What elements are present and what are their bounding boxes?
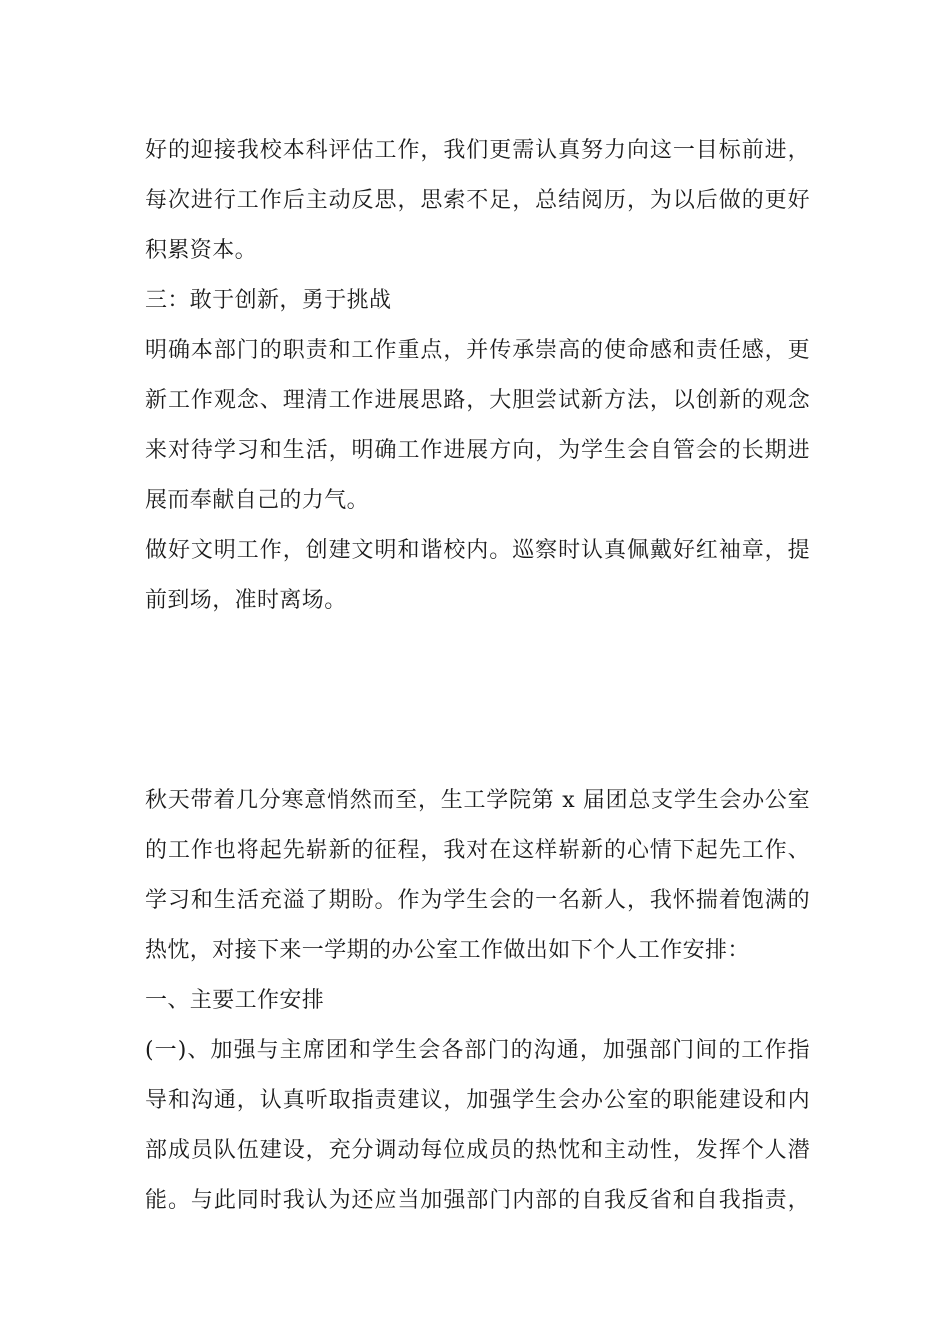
section-heading: 一、主要工作安排 <box>145 988 325 1013</box>
paragraph-line: 前到场，准时离场。 <box>145 588 347 613</box>
paragraph-line: 积累资本。 <box>145 238 258 263</box>
paragraph-line: 做好文明工作，创建文明和谐校内。巡察时认真佩戴好红袖章，提 <box>145 538 810 563</box>
section-heading: 三：敢于创新，勇于挑战 <box>145 288 392 313</box>
paragraph-line: 新工作观念、理清工作进展思路，大胆尝试新方法，以创新的观念 <box>145 388 810 413</box>
paragraph-line: 的工作也将起先崭新的征程，我对在这样崭新的心情下起先工作、 <box>145 838 810 863</box>
paragraph-line: 秋天带着几分寒意悄然而至，生工学院第 x 届团总支学生会办公室 <box>145 788 810 813</box>
paragraph-line: 能。与此同时我认为还应当加强部门内部的自我反省和自我指责， <box>145 1188 810 1213</box>
text-section-2 <box>145 776 810 1226</box>
paragraph-line: 热忱，对接下来一学期的办公室工作做出如下个人工作安排： <box>145 938 750 963</box>
paragraph-line: 明确本部门的职责和工作重点，并传承崇高的使命感和责任感，更 <box>145 338 810 363</box>
paragraph-line: 展而奉献自己的力气。 <box>145 488 370 513</box>
paragraph-line: 导和沟通，认真听取指责建议，加强学生会办公室的职能建设和内 <box>145 1088 810 1113</box>
paragraph-line: 学习和生活充溢了期盼。作为学生会的一名新人，我怀揣着饱满的 <box>145 888 810 913</box>
paragraph-line: 来对待学习和生活，明确工作进展方向，为学生会自管会的长期进 <box>145 438 810 463</box>
paragraph-line: (一)、加强与主席团和学生会各部门的沟通，加强部门间的工作指 <box>145 1038 810 1063</box>
paragraph-line: 每次进行工作后主动反思，思索不足，总结阅历，为以后做的更好 <box>145 188 810 213</box>
paragraph-line: 部成员队伍建设，充分调动每位成员的热忱和主动性，发挥个人潜 <box>145 1138 810 1163</box>
text-section-1 <box>145 126 810 626</box>
paragraph-line: 好的迎接我校本科评估工作，我们更需认真努力向这一目标前进， <box>145 138 810 163</box>
